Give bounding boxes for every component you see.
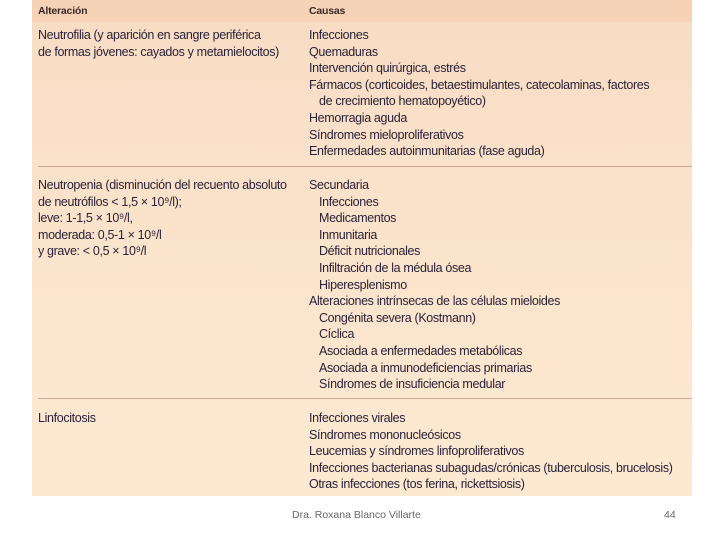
cause-item: Infecciones <box>309 28 369 42</box>
row-neutropenia-causas <box>309 177 560 393</box>
cause-item: Hemorragia aguda <box>309 110 407 125</box>
row-neutropenia-alteracion <box>38 177 287 260</box>
cause-item: Déficit nutricionales <box>319 244 421 259</box>
cause-item: Intervención quirúrgica, estrés <box>309 61 466 76</box>
cause-item: Leucemias y síndromes linfoproliferativos <box>309 444 524 459</box>
causes-table <box>32 0 692 496</box>
row-divider <box>38 398 692 399</box>
cause-item: Otras infecciones (tos ferina, rickettsiosis) <box>309 477 525 492</box>
cause-item: Infecciones bacterianas subagudas/crónicas (tuberculosis, brucelosis) <box>309 460 673 475</box>
row-divider <box>38 166 692 167</box>
cause-item: Infiltración de la médula ósea <box>319 260 472 275</box>
alteracion-line: moderada: 0,5-1 × 10⁹/l <box>38 227 162 242</box>
row-linfocitosis-alteracion <box>38 410 96 427</box>
cause-item: Enfermedades autoinmunitarias (fase aguda) <box>309 144 545 159</box>
row-linfocitosis-causas <box>309 410 673 493</box>
cause-item: Síndromes mieloproliferativos <box>309 127 464 142</box>
cause-item: Cíclica <box>319 327 355 342</box>
header-causas: Causas <box>309 5 346 17</box>
cause-item: Inmunitaria <box>319 227 377 242</box>
alteracion-line: de formas jóvenes: cayados y metamielocitos) <box>38 44 279 59</box>
cause-item: Congénita severa (Kostmann) <box>319 310 476 325</box>
page-number: 44 <box>664 509 676 521</box>
alteracion-line: Linfocitosis <box>38 411 96 425</box>
alteracion-line: y grave: < 0,5 × 10⁹/l <box>38 244 147 259</box>
row-neutrofilia-causas <box>309 27 649 160</box>
cause-item: de crecimiento hematopoyético) <box>319 94 486 109</box>
cause-item: Infecciones virales <box>309 411 406 425</box>
cause-item: Quemaduras <box>309 44 378 59</box>
alteracion-line: Neutropenia (disminución del recuento absoluto <box>38 178 287 192</box>
cause-item: Asociada a enfermedades metabólicas <box>319 343 523 358</box>
alteracion-line: Neutrofilia (y aparición en sangre periférica <box>38 28 261 42</box>
header-alteracion: Alteración <box>38 5 88 17</box>
cause-item: Hiperesplenismo <box>319 277 407 292</box>
table-header <box>32 0 692 22</box>
cause-item: Síndromes de insuficiencia medular <box>319 377 506 392</box>
cause-item: Alteraciones intrínsecas de las células mieloides <box>309 294 561 309</box>
row-neutrofilia-alteracion <box>38 27 279 60</box>
cause-item: Secundaria <box>309 178 369 192</box>
cause-item: Medicamentos <box>319 211 397 226</box>
footer-author: Dra. Roxana Blanco Villarte <box>292 509 421 521</box>
alteracion-line: de neutrófilos < 1,5 × 10⁹/l); <box>38 194 182 209</box>
cause-item: Síndromes mononucleósicos <box>309 427 461 442</box>
cause-item: Fármacos (corticoides, betaestimulantes, catecolaminas, factores <box>309 77 650 92</box>
cause-item: Asociada a inmunodeficiencias primarias <box>319 360 532 375</box>
cause-item: Infecciones <box>319 194 379 209</box>
alteracion-line: leve: 1-1,5 × 10⁹/l, <box>38 211 133 226</box>
